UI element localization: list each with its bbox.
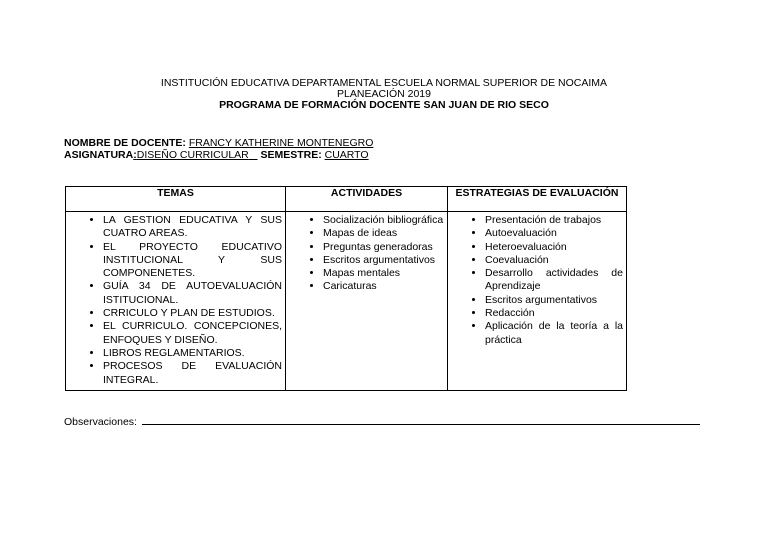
teacher-info [64, 137, 373, 161]
list-item: • Presentación de trabajos [485, 214, 623, 227]
list-item: • LA GESTION EDUCATIVA Y SUS CUATRO AREAS. [103, 214, 282, 241]
table-header-row [66, 187, 627, 212]
list-item: • Mapas mentales [323, 267, 444, 280]
temas-cell [66, 212, 286, 391]
list-item: • GUÍA 34 DE AUTOEVALUACIÓN ISTITUCIONAL. [103, 280, 282, 307]
subject-label: ASIGNATURA [64, 149, 134, 161]
header-actividades: ACTIVIDADES [286, 187, 448, 212]
list-item: • PROCESOS DE EVALUACIÓN INTEGRAL. [103, 360, 282, 387]
planning-table [65, 186, 627, 391]
actividades-cell [286, 212, 448, 391]
list-item: • Socialización bibliográfica [323, 214, 444, 227]
actividades-list [289, 214, 444, 294]
list-item: • Preguntas generadoras [323, 241, 444, 254]
temas-list [69, 214, 282, 387]
list-item: • Heteroevaluación [485, 241, 623, 254]
list-item: • Autoevaluación [485, 227, 623, 240]
list-item: • CRRICULO Y PLAN DE ESTUDIOS. [103, 307, 282, 320]
list-item: • Mapas de ideas [323, 227, 444, 240]
document-header [0, 78, 768, 111]
semester-value: CUARTO [324, 149, 369, 161]
list-item: • Escritos argumentativos [323, 254, 444, 267]
header-estrategias: ESTRATEGIAS DE EVALUACIÓN [448, 187, 627, 212]
semester-label: SEMESTRE: [260, 149, 322, 161]
estrategias-list [451, 214, 623, 347]
list-item: • Escritos argumentativos [485, 294, 623, 307]
teacher-label: NOMBRE DE DOCENTE: [64, 137, 186, 149]
list-item: • Redacción [485, 307, 623, 320]
observations-label: Observaciones: [64, 416, 137, 428]
list-item: • Desarrollo actividades de Aprendizaje [485, 267, 623, 294]
list-item: • EL CURRICULO. CONCEPCIONES, ENFOQUES Y DISEÑO. [103, 320, 282, 347]
table-row [66, 212, 627, 391]
list-item: • Caricaturas [323, 280, 444, 293]
list-item: • Coevaluación [485, 254, 623, 267]
observations [64, 414, 700, 428]
subject-colon: : [133, 149, 137, 161]
subject-row [64, 149, 373, 161]
estrategias-cell [448, 212, 627, 391]
header-temas: TEMAS [66, 187, 286, 212]
subject-value: DISEÑO CURRICULAR [136, 149, 249, 161]
institution-title: INSTITUCIÓN EDUCATIVA DEPARTAMENTAL ESCUELA NORMAL SUPERIOR DE NOCAIMA [160, 77, 608, 89]
teacher-name: FRANCY KATHERINE MONTENEGRO [188, 137, 374, 149]
teacher-row [64, 137, 373, 149]
planning-year: PLANEACIÓN 2019 [337, 88, 431, 100]
list-item: • Aplicación de la teoría a la práctica [485, 320, 623, 347]
observations-line [142, 414, 700, 425]
list-item: • EL PROYECTO EDUCATIVO INSTITUCIONAL Y SUS COMPONENETES. [103, 241, 282, 281]
list-item: • LIBROS REGLAMENTARIOS. [103, 347, 282, 360]
program-title: PROGRAMA DE FORMACIÓN DOCENTE SAN JUAN DE RIO SECO [219, 99, 549, 111]
